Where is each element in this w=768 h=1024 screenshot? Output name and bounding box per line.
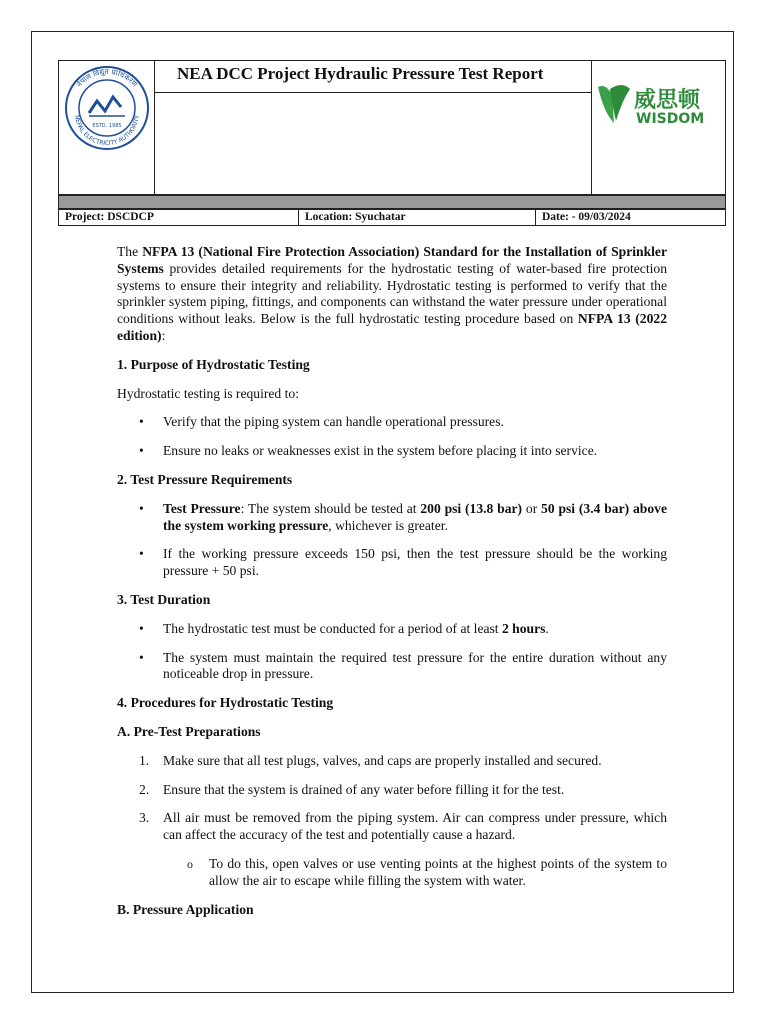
logo-top-text: नेपाल विद्युत प्राधिकरण [74,66,140,89]
section-2-heading: 2. Test Pressure Requirements [117,471,293,487]
header-divider-band [58,195,726,209]
svg-text:नेपाल विद्युत प्राधिकरण [75,67,140,89]
nea-logo-cell [59,61,155,194]
subsection-b-heading: B. Pressure Application [117,901,254,917]
section-4-heading: 4. Procedures for Hydrostatic Testing [117,695,334,711]
logo-bottom-text: NEPAL ELECTRICITY AUTHORITY [73,114,141,148]
list-item: • The system must maintain the required test pressure for the entire duration without any noticeable drop in pressure. [139,649,667,682]
list-item: • Verify that the piping system can handle operational pressures. [139,414,504,430]
sub-list-item: o To do this, open valves or use venting points at the highest points of the system to allow the air to escape while filling the system with water. [187,855,667,888]
section-1-lead: Hydrostatic testing is required to: [117,385,299,401]
list-item: • Ensure no leaks or weaknesses exist in the system before placing it into service. [139,443,598,459]
list-item: 1. Make sure that all test plugs, valves, and caps are properly installed and secured. [139,752,602,768]
report-header [58,60,726,195]
report-title: NEA DCC Project Hydraulic Pressure Test Report [155,61,591,93]
list-item: 2. Ensure that the system is drained of any water before filling it for the test. [139,781,565,797]
wisdom-english: WISDOM [636,111,705,127]
section-3-heading: 3. Test Duration [117,591,211,607]
intro-paragraph: The NFPA 13 (National Fire Protection Association) Standard for the Installation of Sprinkler Systems provides detailed requirements for the hydrostatic testing of water-based fire protection systems to ensure their integrity and reliability. Hydrostatic testing is performed to verify that the sprinkler system piping, fittings, and components can withstand the water pressure under operational conditions without leaks. Below is the full hydrostatic testing procedure based on NFPA 13 (2022 edition): [117,244,667,343]
nea-logo [59,61,155,194]
location-field: Location: Syuchatar [299,210,536,225]
project-field: Project: DSCDCP [59,210,299,225]
date-field: Date: - 09/03/2024 [542,211,631,223]
subsection-a-heading: A. Pre-Test Preparations [117,723,261,739]
wisdom-logo [592,61,725,194]
list-item: • Test Pressure: The system should be tested at 200 psi (13.8 bar) or 50 psi (3.4 bar) above the system working pressure, whichever is greater. [139,500,667,533]
project-info-row [58,209,726,226]
wisdom-logo-cell [592,61,725,194]
section-1-heading: 1. Purpose of Hydrostatic Testing [117,356,310,372]
title-cell [155,61,592,194]
report-body [117,244,667,918]
list-item: • The hydrostatic test must be conducted for a period of at least 2 hours. [139,620,549,636]
list-item: • If the working pressure exceeds 150 psi, then the test pressure should be the working pressure + 50 psi. [139,546,667,579]
logo-estd-text: ESTD. 1985 [92,123,122,129]
wisdom-chinese: 威思顿 [634,88,701,113]
list-item: 3. All air must be removed from the piping system. Air can compress under pressure, which can affect the accuracy of the test and potentially cause a hazard. [139,810,667,843]
